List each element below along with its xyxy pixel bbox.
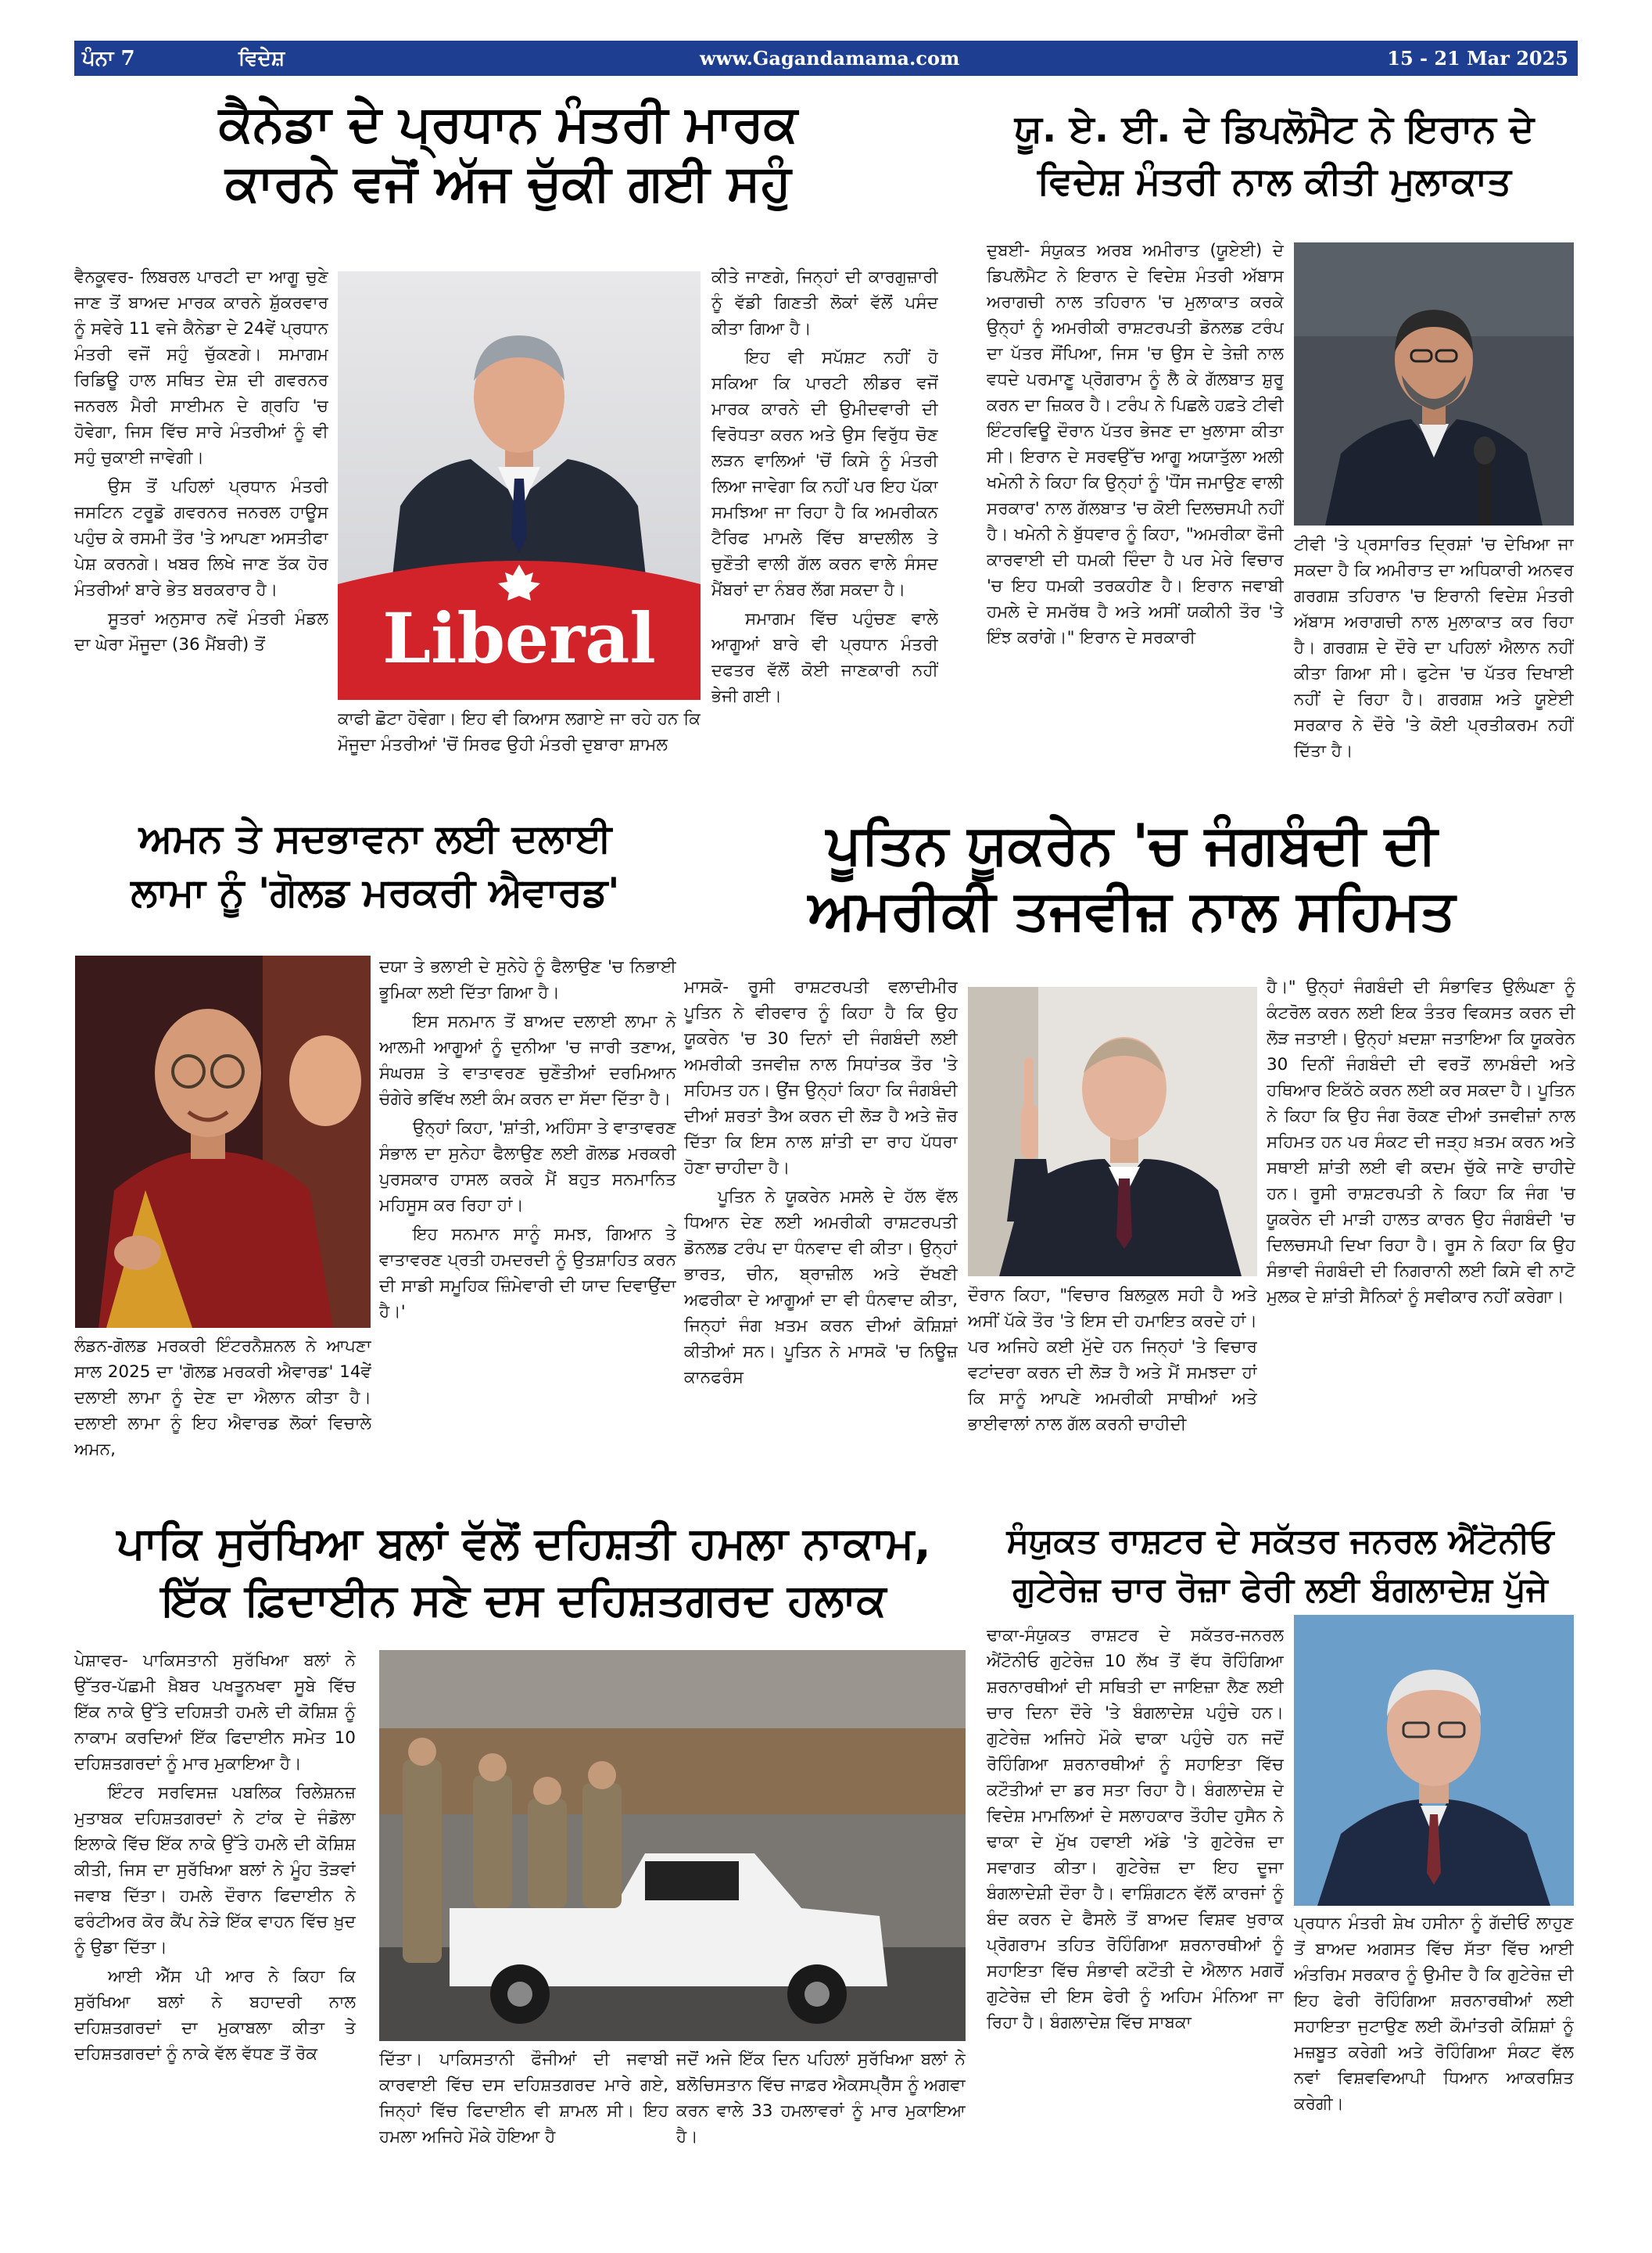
carney-column-2 (338, 706, 701, 788)
paragraph: ਢਾਕਾ-ਸੰਯੁਕਤ ਰਾਸ਼ਟਰ ਦੇ ਸਕੱਤਰ-ਜਨਰਲ ਐਂਟੋਨੀਓ ਗੁਟੇਰੇਜ਼ 10 ਲੱਖ ਤੋਂ ਵੱਧ ਰੋਹਿੰਗਿਆ ਸ਼ਰਨਾਰਥੀਆਂ ਦੀ ਸਥਿਤੀ ਦਾ ਜਾਇਜ਼ਾ ਲੈਣ ਲਈ ਚਾਰ ਦਿਨਾ ਦੌਰੇ 'ਤੇ ਬੰਗਲਾਦੇਸ਼ ਪਹੁੰਚੇ ਹਨ। ਗੁਟੇਰੇਜ਼ ਅਜਿਹੇ ਮੌਕੇ ਢਾਕਾ ਪਹੁੰਚੇ ਹਨ ਜਦੋਂ ਰੋਹਿੰਗਿਆ ਸ਼ਰਨਾਰਥੀਆਂ ਨੂੰ ਸਹਾਇਤਾ ਵਿੱਚ ਕਟੌਤੀਆਂ ਦਾ ਡਰ ਸਤਾ ਰਿਹਾ ਹੈ। ਬੰਗਲਾਦੇਸ਼ ਦੇ ਵਿਦੇਸ਼ ਮਾਮਲਿਆਂ ਦੇ ਸਲਾਹਕਾਰ ਤੌਹੀਦ ਹੁਸੈਨ ਨੇ ਢਾਕਾ ਦੇ ਮੁੱਖ ਹਵਾਈ ਅੱਡੇ 'ਤੇ ਗੁਟੇਰੇਜ਼ ਦਾ ਸਵਾਗਤ ਕੀਤਾ। ਗੁਟੇਰੇਜ਼ ਦਾ ਇਹ ਦੂਜਾ ਬੰਗਲਾਦੇਸ਼ੀ ਦੌਰਾ ਹੈ। ਵਾਸ਼ਿੰਗਟਨ ਵੱਲੋਂ ਕਾਰਜਾਂ ਨੂੰ ਬੰਦ ਕਰਨ ਦੇ ਫੈਸਲੇ ਤੋਂ ਬਾਅਦ ਵਿਸ਼ਵ ਖੁਰਾਕ ਪ੍ਰੋਗਰਾਮ ਤਹਿਤ ਰੋਹਿੰਗਿਆ ਸ਼ਰਨਾਰਥੀਆਂ ਨੂੰ ਸਹਾਇਤਾ ਵਿੱਚ ਸੰਭਾਵੀ ਕਟੌਤੀ ਦੇ ਐਲਾਨ ਮਗਰੋਂ ਗੁਟੇਰੇਜ਼ ਦੀ ਇਸ ਫੇਰੀ ਨੂੰ ਅਹਿਮ ਮੰਨਿਆ ਜਾ ਰਿਹਾ ਹੈ। ਬੰਗਲਾਦੇਸ਼ ਵਿੱਚ ਸਾਬਕਾ (987, 1626, 1284, 2032)
uae-column-1 (987, 238, 1284, 787)
pak-headline-line1: ਪਾਕਿ ਸੁਰੱਖਿਆ ਬਲਾਂ ਵੱਲੋਂ ਦਹਿਸ਼ਤੀ ਹਮਲਾ ਨਾਕਾਮ, (116, 1518, 931, 1569)
araghchi-photo (1294, 242, 1574, 526)
pak-headline (74, 1516, 973, 1630)
pak-column-1 (74, 1648, 356, 2199)
paragraph: ਮਾਸਕੋ- ਰੂਸੀ ਰਾਸ਼ਟਰਪਤੀ ਵਲਾਦੀਮੀਰ ਪੂਤਿਨ ਨੇ ਵੀਰਵਾਰ ਨੂੰ ਕਿਹਾ ਹੈ ਕਿ ਉਹ ਯੂਕਰੇਨ 'ਚ 30 ਦਿਨਾਂ ਦੀ ਜੰਗਬੰਦੀ ਲਈ ਅਮਰੀਕੀ ਤਜਵੀਜ਼ ਨਾਲ ਸਿਧਾਂਤਕ ਤੌਰ 'ਤੇ ਸਹਿਮਤ ਹਨ। ਉਂਜ ਉਨ੍ਹਾਂ ਕਿਹਾ ਕਿ ਜੰਗਬੰਦੀ ਦੀਆਂ ਸ਼ਰਤਾਂ ਤੈਅ ਕਰਨ ਦੀ ਲੋੜ ਹੈ ਅਤੇ ਜ਼ੋਰ ਦਿੱਤਾ ਕਿ ਇਸ ਨਾਲ ਸ਼ਾਂਤੀ ਦਾ ਰਾਹ ਪੱਧਰਾ ਹੋਣਾ ਚਾਹੀਦਾ ਹੈ। (684, 978, 958, 1178)
page-number: ਪੰਨਾ 7 (82, 47, 135, 70)
paragraph: ਦੌਰਾਨ ਕਿਹਾ, "ਵਿਚਾਰ ਬਿਲਕੁਲ ਸਹੀ ਹੈ ਅਤੇ ਅਸੀਂ ਪੱਕੇ ਤੌਰ 'ਤੇ ਇਸ ਦੀ ਹਮਾਇਤ ਕਰਦੇ ਹਾਂ। ਪਰ ਅਜਿਹੇ ਕਈ ਮੁੱਦੇ ਹਨ ਜਿਨ੍ਹਾਂ 'ਤੇ ਵਿਚਾਰ ਵਟਾਂਦਰਾ ਕਰਨ ਦੀ ਲੋੜ ਹੈ ਅਤੇ ਮੈਂ ਸਮਝਦਾ ਹਾਂ ਕਿ ਸਾਨੂੰ ਆਪਣੇ ਅਮਰੀਕੀ ਸਾਥੀਆਂ ਅਤੇ ਭਾਈਵਾਲਾਂ ਨਾਲ ਗੱਲ ਕਰਨੀ ਚਾਹੀਦੀ (968, 1286, 1257, 1434)
carney-photo (338, 271, 701, 700)
guterres-headline (981, 1517, 1579, 1615)
paragraph: ਜਦੋਂ ਅਜੇ ਇੱਕ ਦਿਨ ਪਹਿਲਾਂ ਸੁਰੱਖਿਆ ਬਲਾਂ ਨੇ ਬਲੋਚਿਸਤਾਨ ਵਿੱਚ ਜਾਫ਼ਰ ਐਕਸਪ੍ਰੈੱਸ ਨੂੰ ਅਗਵਾ ਕਰਨ ਵਾਲੇ 33 ਹਮਲਾਵਰਾਂ ਨੂੰ ਮਾਰ ਮੁਕਾਇਆ ਹੈ। (676, 2050, 966, 2147)
uae-headline (969, 103, 1579, 208)
putin-column-2 (968, 1283, 1257, 1487)
dalai-lama-photo (75, 956, 371, 1328)
pak-security-photo (379, 1650, 966, 2041)
dalai-headline-line2: ਲਾਮਾ ਨੂੰ 'ਗੋਲਡ ਮਰਕਰੀ ਐਵਾਰਡ' (131, 870, 620, 915)
paragraph: ਟੀਵੀ 'ਤੇ ਪ੍ਰਸਾਰਿਤ ਦ੍ਰਿਸ਼ਾਂ 'ਚ ਦੇਖਿਆ ਜਾ ਸਕਦਾ ਹੈ ਕਿ ਅਮੀਰਾਤ ਦਾ ਅਧਿਕਾਰੀ ਅਨਵਰ ਗਰਗਸ਼ ਤਹਿਰਾਨ 'ਚ ਇਰਾਨੀ ਵਿਦੇਸ਼ ਮੰਤਰੀ ਅੱਬਾਸ ਅਰਾਗਚੀ ਨਾਲ ਮੁਲਾਕਾਤ ਕਰ ਰਿਹਾ ਹੈ। ਗਰਗਸ਼ ਦੇ ਦੌਰੇ ਦਾ ਪਹਿਲਾਂ ਐਲਾਨ ਨਹੀਂ ਕੀਤਾ ਗਿਆ ਸੀ। ਫੁਟੇਜ 'ਚ ਪੱਤਰ ਦਿਖਾਈ ਨਹੀਂ ਦੇ ਰਿਹਾ ਹੈ। ਗਰਗਸ਼ ਅਤੇ ਯੂਏਈ ਸਰਕਾਰ ਨੇ ਦੌਰੇ 'ਤੇ ਕੋਈ ਪ੍ਰਤੀਕਰਮ ਨਹੀਂ ਦਿੱਤਾ ਹੈ। (1294, 535, 1574, 761)
carney-headline (74, 95, 942, 213)
uae-headline-line2: ਵਿਦੇਸ਼ ਮੰਤਰੀ ਨਾਲ ਕੀਤੀ ਮੁਲਾਕਾਤ (1037, 160, 1512, 204)
pak-column-2 (379, 2047, 668, 2199)
guterres-headline-line1: ਸੰਯੁਕਤ ਰਾਸ਼ਟਰ ਦੇ ਸਕੱਤਰ ਜਨਰਲ ਐਂਟੋਨੀਓ (1006, 1522, 1554, 1561)
carney-column-3 (711, 264, 938, 788)
section-name: ਵਿਦੇਸ਼ (238, 47, 285, 70)
guterres-column-2 (1294, 1910, 1574, 2199)
dalai-headline (74, 812, 676, 920)
pak-headline-line2: ਇੱਕ ਫ਼ਿਦਾਈਨ ਸਣੇ ਦਸ ਦਹਿਸ਼ਤਗਰਦ ਹਲਾਕ (161, 1574, 887, 1626)
guterres-column-1 (987, 1623, 1284, 2199)
paragraph: ਕੀਤੇ ਜਾਣਗੇ, ਜਿਨ੍ਹਾਂ ਦੀ ਕਾਰਗੁਜ਼ਾਰੀ ਨੂੰ ਵੱਡੀ ਗਿਣਤੀ ਲੋਕਾਂ ਵੱਲੋਂ ਪਸੰਦ ਕੀਤਾ ਗਿਆ ਹੈ। (711, 267, 938, 339)
paragraph: ਪੇਸ਼ਾਵਰ- ਪਾਕਿਸਤਾਨੀ ਸੁਰੱਖਿਆ ਬਲਾਂ ਨੇ ਉੱਤਰ-ਪੱਛਮੀ ਖ਼ੈਬਰ ਪਖਤੂਨਖਵਾ ਸੂਬੇ ਵਿੱਚ ਇੱਕ ਨਾਕੇ ਉੱਤੇ ਦਹਿਸ਼ਤੀ ਹਮਲੇ ਦੀ ਕੋਸ਼ਿਸ਼ ਨੂੰ ਨਾਕਾਮ ਕਰਦਿਆਂ ਇੱਕ ਫਿਦਾਈਨ ਸਮੇਤ 10 ਦਹਿਸ਼ਤਗਰਦਾਂ ਨੂੰ ਮਾਰ ਮੁਕਾਇਆ ਹੈ। (74, 1651, 356, 1774)
page-header (74, 41, 1578, 76)
paragraph: ਉਨ੍ਹਾਂ ਕਿਹਾ, 'ਸ਼ਾਂਤੀ, ਅਹਿੰਸਾ ਤੇ ਵਾਤਾਵਰਣ ਸੰਭਾਲ ਦਾ ਸੁਨੇਹਾ ਫੈਲਾਉਣ ਲਈ ਗੋਲਡ ਮਰਕਰੀ ਪੁਰਸਕਾਰ ਹਾਸਲ ਕਰਕੇ ਮੈਂ ਬਹੁਤ ਸਨਮਾਨਿਤ ਮਹਿਸੂਸ ਕਰ ਰਿਹਾ ਹਾਂ। (379, 1118, 676, 1215)
website-url[interactable]: www.Gagandamama.com (700, 47, 960, 70)
putin-headline-line2: ਅਮਰੀਕੀ ਤਜਵੀਜ਼ ਨਾਲ ਸਹਿਮਤ (808, 878, 1456, 942)
paragraph: ਸਮਾਗਮ ਵਿੱਚ ਪਹੁੰਚਣ ਵਾਲੇ ਆਗੂਆਂ ਬਾਰੇ ਵੀ ਪ੍ਰਧਾਨ ਮੰਤਰੀ ਦਫਤਰ ਵੱਲੋਂ ਕੋਈ ਜਾਣਕਾਰੀ ਨਹੀਂ ਭੇਜੀ ਗਈ। (711, 609, 938, 706)
paragraph: ਹੈ।" ਉਨ੍ਹਾਂ ਜੰਗਬੰਦੀ ਦੀ ਸੰਭਾਵਿਤ ਉਲੰਘਣਾ ਨੂੰ ਕੰਟਰੋਲ ਕਰਨ ਲਈ ਇਕ ਤੰਤਰ ਵਿਕਸਤ ਕਰਨ ਦੀ ਲੋੜ ਜਤਾਈ। ਉਨ੍ਹਾਂ ਖ਼ਦਸ਼ਾ ਜਤਾਇਆ ਕਿ ਯੂਕਰੇਨ 30 ਦਿਨੀਂ ਜੰਗਬੰਦੀ ਦੀ ਵਰਤੋਂ ਲਾਮਬੰਦੀ ਅਤੇ ਹਥਿਆਰ ਇਕੱਠੇ ਕਰਨ ਲਈ ਕਰ ਸਕਦਾ ਹੈ। ਪੂਤਿਨ ਨੇ ਕਿਹਾ ਕਿ ਉਹ ਜੰਗ ਰੋਕਣ ਦੀਆਂ ਤਜਵੀਜ਼ਾਂ ਨਾਲ ਸਹਿਮਤ ਹਨ ਪਰ ਸੰਕਟ ਦੀ ਜੜ੍ਹ ਖ਼ਤਮ ਕਰਨ ਅਤੇ ਸਥਾਈ ਸ਼ਾਂਤੀ ਲਈ ਵੀ ਕਦਮ ਚੁੱਕੇ ਜਾਣੇ ਚਾਹੀਦੇ ਹਨ। ਰੂਸੀ ਰਾਸ਼ਟਰਪਤੀ ਨੇ ਕਿਹਾ ਕਿ ਜੰਗ 'ਚ ਯੂਕਰੇਨ ਦੀ ਮਾੜੀ ਹਾਲਤ ਕਾਰਨ ਉਹ ਜੰਗਬੰਦੀ 'ਚ ਦਿਲਚਸਪੀ ਦਿਖਾ ਰਿਹਾ ਹੈ। ਰੂਸ ਨੇ ਕਿਹਾ ਕਿ ਉਹ ਸੰਭਾਵੀ ਜੰਗਬੰਦੀ ਦੀ ਨਿਗਰਾਨੀ ਲਈ ਕਿਸੇ ਵੀ ਨਾਟੋ ਮੁਲਕ ਦੇ ਸ਼ਾਂਤੀ ਸੈਨਿਕਾਂ ਨੂੰ ਸਵੀਕਾਰ ਨਹੀਂ ਕਰੇਗਾ। (1267, 978, 1575, 1307)
paragraph: ਦਯਾ ਤੇ ਭਲਾਈ ਦੇ ਸੁਨੇਹੇ ਨੂੰ ਫੈਲਾਉਣ 'ਚ ਨਿਭਾਈ ਭੂਮਿਕਾ ਲਈ ਦਿੱਤਾ ਗਿਆ ਹੈ। (379, 957, 676, 1003)
carney-headline-line1: ਕੈਨੇਡਾ ਦੇ ਪ੍ਰਧਾਨ ਮੰਤਰੀ ਮਾਰਕ (218, 95, 798, 153)
guterres-headline-line2: ਗੁਟੇਰੇਜ਼ ਚਾਰ ਰੋਜ਼ਾ ਫੇਰੀ ਲਈ ਬੰਗਲਾਦੇਸ਼ ਪੁੱਜੇ (1012, 1570, 1548, 1610)
paragraph: ਪ੍ਰਧਾਨ ਮੰਤਰੀ ਸ਼ੇਖ ਹਸੀਨਾ ਨੂੰ ਗੱਦੀਓਂ ਲਾਹੁਣ ਤੋਂ ਬਾਅਦ ਅਗਸਤ ਵਿੱਚ ਸੱਤਾ ਵਿੱਚ ਆਈ ਅੰਤਰਿਮ ਸਰਕਾਰ ਨੂੰ ਉਮੀਦ ਹੈ ਕਿ ਗੁਟੇਰੇਜ਼ ਦੀ ਇਹ ਫੇਰੀ ਰੋਹਿੰਗਿਆ ਸ਼ਰਨਾਰਥੀਆਂ ਲਈ ਸਹਾਇਤਾ ਜੁਟਾਉਣ ਲਈ ਕੌਮਾਂਤਰੀ ਕੋਸ਼ਿਸ਼ਾਂ ਨੂੰ ਮਜ਼ਬੂਤ ਕਰੇਗੀ ਅਤੇ ਰੋਹਿੰਗਿਆ ਸੰਕਟ ਵੱਲ ਨਵਾਂ ਵਿਸ਼ਵਵਿਆਪੀ ਧਿਆਨ ਆਕਰਸ਼ਿਤ ਕਰੇਗੀ। (1294, 1914, 1574, 2114)
putin-headline (684, 812, 1579, 943)
paragraph: ਪੂਤਿਨ ਨੇ ਯੂਕਰੇਨ ਮਸਲੇ ਦੇ ਹੱਲ ਵੱਲ ਧਿਆਨ ਦੇਣ ਲਈ ਅਮਰੀਕੀ ਰਾਸ਼ਟਰਪਤੀ ਡੋਨਲਡ ਟਰੰਪ ਦਾ ਧੰਨਵਾਦ ਵੀ ਕੀਤਾ। ਉਨ੍ਹਾਂ ਭਾਰਤ, ਚੀਨ, ਬ੍ਰਾਜ਼ੀਲ ਅਤੇ ਦੱਖਣੀ ਅਫਰੀਕਾ ਦੇ ਆਗੂਆਂ ਦਾ ਵੀ ਧੰਨਵਾਦ ਕੀਤਾ, ਜਿਨ੍ਹਾਂ ਜੰਗ ਖ਼ਤਮ ਕਰਨ ਦੀਆਂ ਕੋਸ਼ਿਸ਼ਾਂ ਕੀਤੀਆਂ ਸਨ। ਪੂਤਿਨ ਨੇ ਮਾਸਕੋ 'ਚ ਨਿਊਜ਼ ਕਾਨਫਰੰਸ (684, 1187, 958, 1387)
paragraph: ਕਾਫੀ ਛੋਟਾ ਹੋਵੇਗਾ। ਇਹ ਵੀ ਕਿਆਸ ਲਗਾਏ ਜਾ ਰਹੇ ਹਨ ਕਿ ਮੌਜੂਦਾ ਮੰਤਰੀਆਂ 'ਚੋਂ ਸਿਰਫ ਉਹੀ ਮੰਤਰੀ ਦੁਬਾਰਾ ਸ਼ਾਮਲ (338, 709, 701, 755)
paragraph: ਲੰਡਨ-ਗੋਲਡ ਮਰਕਰੀ ਇੰਟਰਨੈਸ਼ਨਲ ਨੇ ਆਪਣਾ ਸਾਲ 2025 ਦਾ 'ਗੋਲਡ ਮਰਕਰੀ ਐਵਾਰਡ' 14ਵੇਂ ਦਲਾਈ ਲਾਮਾ ਨੂੰ ਦੇਣ ਦਾ ਐਲਾਨ ਕੀਤਾ ਹੈ। ਦਲਾਈ ਲਾਮਾ ਨੂੰ ਇਹ ਐਵਾਰਡ ਲੋਕਾਂ ਵਿਚਾਲੇ ਅਮਨ, (74, 1336, 371, 1459)
paragraph: ਸੂਤਰਾਂ ਅਨੁਸਾਰ ਨਵੇਂ ਮੰਤਰੀ ਮੰਡਲ ਦਾ ਘੇਰਾ ਮੌਜੂਦਾ (36 ਮੈਂਬਰੀ) ਤੋਂ (74, 609, 328, 655)
paragraph: ਇਸ ਸਨਮਾਨ ਤੋਂ ਬਾਅਦ ਦਲਾਈ ਲਾਮਾ ਨੇ ਆਲਮੀ ਆਗੂਆਂ ਨੂੰ ਦੁਨੀਆ 'ਚ ਜਾਰੀ ਤਣਾਅ, ਸੰਘਰਸ਼ ਤੇ ਵਾਤਾਵਰਣ ਚੁਣੌਤੀਆਂ ਦਰਮਿਆਨ ਚੰਗੇਰੇ ਭਵਿੱਖ ਲਈ ਕੰਮ ਕਰਨ ਦਾ ਸੱਦਾ ਦਿੱਤਾ ਹੈ। (379, 1012, 676, 1109)
paragraph: ਦੁਬਈ- ਸੰਯੁਕਤ ਅਰਬ ਅਮੀਰਾਤ (ਯੂਏਈ) ਦੇ ਡਿਪਲੋਮੈਟ ਨੇ ਇਰਾਨ ਦੇ ਵਿਦੇਸ਼ ਮੰਤਰੀ ਅੱਬਾਸ ਅਰਾਗਚੀ ਨਾਲ ਤਹਿਰਾਨ 'ਚ ਮੁਲਾਕਾਤ ਕਰਕੇ ਉਨ੍ਹਾਂ ਨੂੰ ਅਮਰੀਕੀ ਰਾਸ਼ਟਰਪਤੀ ਡੋਨਲਡ ਟਰੰਪ ਦਾ ਪੱਤਰ ਸੌਂਪਿਆ, ਜਿਸ 'ਚ ਉਸ ਦੇ ਤੇਜ਼ੀ ਨਾਲ ਵਧਦੇ ਪਰਮਾਣੂ ਪ੍ਰੋਗਰਾਮ ਨੂੰ ਲੈ ਕੇ ਗੱਲਬਾਤ ਸ਼ੁਰੂ ਕਰਨ ਦਾ ਜ਼ਿਕਰ ਹੈ। ਟਰੰਪ ਨੇ ਪਿਛਲੇ ਹਫ਼ਤੇ ਟੀਵੀ ਇੰਟਰਵਿਊ ਦੌਰਾਨ ਪੱਤਰ ਭੇਜਣ ਦਾ ਖੁਲਾਸਾ ਕੀਤਾ ਸੀ। ਇਰਾਨ ਦੇ ਸਰਵਉੱਚ ਆਗੂ ਅਯਾਤੁੱਲਾ ਅਲੀ ਖਮੇਨੀ ਨੇ ਕਿਹਾ ਕਿ ਉਨ੍ਹਾਂ ਨੂੰ 'ਧੌਂਸ ਜਮਾਉਣ ਵਾਲੀ ਸਰਕਾਰ' ਨਾਲ ਗੱਲਬਾਤ 'ਚ ਕੋਈ ਦਿਲਚਸਪੀ ਨਹੀਂ ਹੈ। ਖਮੇਨੀ ਨੇ ਬੁੱਧਵਾਰ ਨੂੰ ਕਿਹਾ, "ਅਮਰੀਕਾ ਫੌਜੀ ਕਾਰਵਾਈ ਦੀ ਧਮਕੀ ਦਿੰਦਾ ਹੈ ਪਰ ਮੇਰੇ ਵਿਚਾਰ 'ਚ ਇਹ ਧਮਕੀ ਤਰਕਹੀਣ ਹੈ। ਇਰਾਨ ਜਵਾਬੀ ਹਮਲੇ ਦੇ ਸਮਰੱਥ ਹੈ ਅਤੇ ਅਸੀਂ ਯਕੀਨੀ ਤੌਰ 'ਤੇ ਇੰਝ ਕਰਾਂਗੇ।" ਇਰਾਨ ਦੇ ਸਰਕਾਰੀ (987, 241, 1284, 648)
carney-column-1 (74, 264, 328, 788)
pak-column-3 (676, 2047, 966, 2199)
carney-headline-line2: ਕਾਰਨੇ ਵਜੋਂ ਅੱਜ ਚੁੱਕੀ ਗਈ ਸਹੁੰ (225, 154, 791, 213)
dalai-headline-line1: ਅਮਨ ਤੇ ਸਦਭਾਵਨਾ ਲਈ ਦਲਾਈ (138, 816, 612, 861)
putin-headline-line1: ਪੂਤਿਨ ਯੂਕਰੇਨ 'ਚ ਜੰਗਬੰਦੀ ਦੀ (826, 813, 1438, 877)
paragraph: ਉਸ ਤੋਂ ਪਹਿਲਾਂ ਪ੍ਰਧਾਨ ਮੰਤਰੀ ਜਸਟਿਨ ਟਰੂਡੋ ਗਵਰਨਰ ਜਨਰਲ ਹਾਊਸ ਪਹੁੰਚ ਕੇ ਰਸਮੀ ਤੌਰ 'ਤੇ ਆਪਣਾ ਅਸਤੀਫਾ ਪੇਸ਼ ਕਰਨਗੇ। ਖਬਰ ਲਿਖੇ ਜਾਣ ਤੱਕ ਹੋਰ ਮੰਤਰੀਆਂ ਬਾਰੇ ਭੇਤ ਬਰਕਰਾਰ ਹੈ। (74, 477, 328, 600)
uae-headline-line1: ਯੂ. ਏ. ਈ. ਦੇ ਡਿਪਲੋਮੈਟ ਨੇ ਇਰਾਨ ਦੇ (1014, 107, 1535, 151)
paragraph: ਵੈਨਕੂਵਰ- ਲਿਬਰਲ ਪਾਰਟੀ ਦਾ ਆਗੂ ਚੁਣੇ ਜਾਣ ਤੋਂ ਬਾਅਦ ਮਾਰਕ ਕਾਰਨੇ ਸ਼ੁੱਕਰਵਾਰ ਨੂੰ ਸਵੇਰੇ 11 ਵਜੇ ਕੈਨੇਡਾ ਦੇ 24ਵੇਂ ਪ੍ਰਧਾਨ ਮੰਤਰੀ ਵਜੋਂ ਸਹੁੰ ਚੁੱਕਣਗੇ। ਸਮਾਗਮ ਰਿਡਿਊ ਹਾਲ ਸਥਿਤ ਦੇਸ਼ ਦੀ ਗਵਰਨਰ ਜਨਰਲ ਮੈਰੀ ਸਾਈਮਨ ਦੇ ਗ੍ਰਹਿ 'ਚ ਹੋਵੇਗਾ, ਜਿਸ ਵਿੱਚ ਸਾਰੇ ਮੰਤਰੀਆਂ ਨੂੰ ਵੀ ਸਹੁੰ ਚੁਕਾਈ ਜਾਵੇਗੀ। (74, 267, 328, 468)
paragraph: ਇੰਟਰ ਸਰਵਿਸਜ਼ ਪਬਲਿਕ ਰਿਲੇਸ਼ਨਜ਼ ਮੁਤਾਬਕ ਦਹਿਸ਼ਤਗਰਦਾਂ ਨੇ ਟਾਂਕ ਦੇ ਜੰਡੋਲਾ ਇਲਾਕੇ ਵਿੱਚ ਇੱਕ ਨਾਕੇ ਉੱਤੇ ਹਮਲੇ ਦੀ ਕੋਸ਼ਿਸ਼ ਕੀਤੀ, ਜਿਸ ਦਾ ਸੁਰੱਖਿਆ ਬਲਾਂ ਨੇ ਮੂੰਹ ਤੋੜਵਾਂ ਜਵਾਬ ਦਿੱਤਾ। ਹਮਲੇ ਦੌਰਾਨ ਫਿਦਾਈਨ ਨੇ ਫਰੰਟੀਅਰ ਕੋਰ ਕੈਂਪ ਨੇੜੇ ਇੱਕ ਵਾਹਨ ਵਿੱਚ ਖ਼ੁਦ ਨੂੰ ਉਡਾ ਦਿੱਤਾ। (74, 1783, 356, 1957)
paragraph: ਦਿੱਤਾ। ਪਾਕਿਸਤਾਨੀ ਫੌਜੀਆਂ ਦੀ ਜਵਾਬੀ ਕਾਰਵਾਈ ਵਿੱਚ ਦਸ ਦਹਿਸ਼ਤਗਰਦ ਮਾਰੇ ਗਏ, ਜਿਨ੍ਹਾਂ ਵਿੱਚ ਫਿਦਾਈਨ ਵੀ ਸ਼ਾਮਲ ਸੀ। ਇਹ ਹਮਲਾ ਅਜਿਹੇ ਮੌਕੇ ਹੋਇਆ ਹੈ (379, 2050, 668, 2147)
paragraph: ਆਈ ਐੱਸ ਪੀ ਆਰ ਨੇ ਕਿਹਾ ਕਿ ਸੁਰੱਖਿਆ ਬਲਾਂ ਨੇ ਬਹਾਦਰੀ ਨਾਲ ਦਹਿਸ਼ਤਗਰਦਾਂ ਦਾ ਮੁਕਾਬਲਾ ਕੀਤਾ ਤੇ ਦਹਿਸ਼ਤਗਰਦਾਂ ਨੂੰ ਨਾਕੇ ਵੱਲ ਵੱਧਣ ਤੋਂ ਰੋਕ (74, 1967, 356, 2064)
putin-photo (968, 987, 1257, 1276)
putin-column-1 (684, 974, 958, 1487)
paragraph: ਇਹ ਵੀ ਸਪੱਸ਼ਟ ਨਹੀਂ ਹੋ ਸਕਿਆ ਕਿ ਪਾਰਟੀ ਲੀਡਰ ਵਜੋਂ ਮਾਰਕ ਕਾਰਨੇ ਦੀ ਉਮੀਦਵਾਰੀ ਦੀ ਵਿਰੋਧਤਾ ਕਰਨ ਅਤੇ ਉਸ ਵਿਰੁੱਧ ਚੋਣ ਲੜਨ ਵਾਲਿਆਂ 'ਚੋਂ ਕਿਸੇ ਨੂੰ ਮੰਤਰੀ ਲਿਆ ਜਾਵੇਗਾ ਕਿ ਨਹੀਂ ਪਰ ਇਹ ਪੱਕਾ ਸਮਝਿਆ ਜਾ ਰਿਹਾ ਹੈ ਕਿ ਅਮਰੀਕਨ ਟੈਰਿਫ ਮਾਮਲੇ ਵਿੱਚ ਬਾਦਲੀਲ ਤੇ ਚੁਣੌਤੀ ਵਾਲੀ ਗੱਲ ਕਰਨ ਵਾਲੇ ਸੰਸਦ ਮੈਂਬਰਾਂ ਦਾ ਨੰਬਰ ਲੱਗ ਸਕਦਾ ਹੈ। (711, 348, 938, 600)
guterres-photo (1294, 1615, 1574, 1906)
paragraph: ਇਹ ਸਨਮਾਨ ਸਾਨੂੰ ਸਮਝ, ਗਿਆਨ ਤੇ ਵਾਤਾਵਰਣ ਪ੍ਰਤੀ ਹਮਦਰਦੀ ਨੂੰ ਉਤਸ਼ਾਹਿਤ ਕਰਨ ਦੀ ਸਾਡੀ ਸਮੂਹਿਕ ਜ਼ਿੰਮੇਵਾਰੀ ਦੀ ਯਾਦ ਦਿਵਾਉਂਦਾ ਹੈ।' (379, 1225, 676, 1322)
dalai-column (379, 954, 676, 1486)
dalai-caption (74, 1333, 371, 1487)
issue-date: 15 - 21 Mar 2025 (1387, 47, 1568, 70)
putin-column-3 (1267, 974, 1575, 1487)
uae-column-2 (1294, 532, 1574, 787)
podium-sign-text: Liberal (382, 597, 656, 679)
